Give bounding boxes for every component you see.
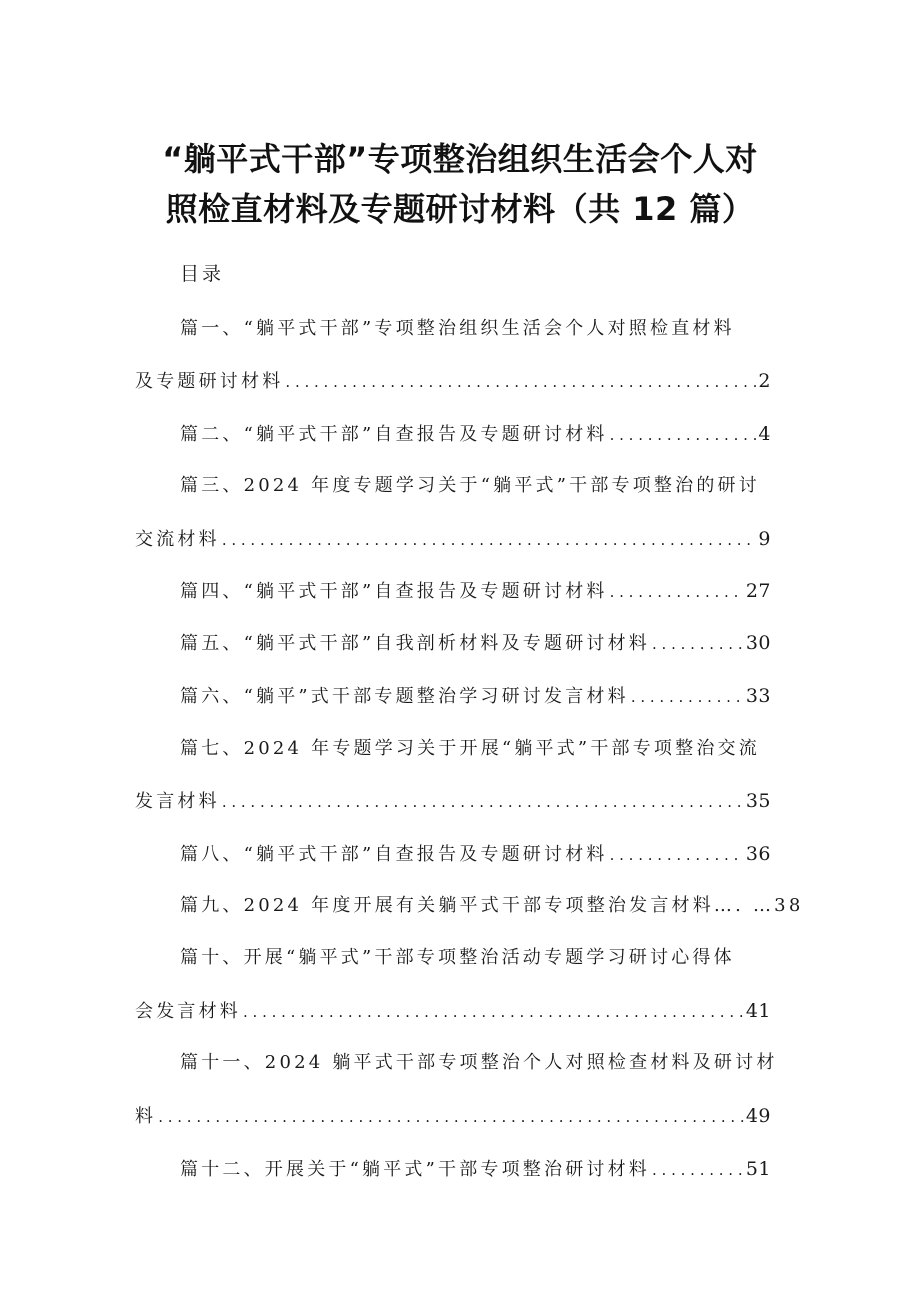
toc-entry-8[interactable]: 篇八、“躺平式干部”自查报告及专题研讨材料 . . . 36 bbox=[180, 842, 771, 867]
page-number: 41 bbox=[745, 1000, 771, 1022]
toc-entry-10-line-2[interactable]: 会发言材料 . . . 41 bbox=[135, 999, 771, 1024]
leader-dots bbox=[243, 1000, 744, 1024]
toc-heading: 目录 bbox=[180, 263, 225, 285]
page-number: 35 bbox=[745, 790, 771, 812]
toc-entry-4[interactable]: 篇四、“躺平式干部”自查报告及专题研讨材料 . . . 27 bbox=[180, 579, 771, 604]
leader-dots bbox=[610, 423, 757, 447]
toc-entry-11-line-2[interactable]: 料 . . . 49 bbox=[135, 1104, 771, 1129]
toc-entry-12[interactable]: 篇十二、开展关于“躺平式”干部专项整治研讨材料 . . . 51 bbox=[180, 1157, 771, 1182]
toc-entry-7-line-2[interactable]: 发言材料 . . . 35 bbox=[135, 789, 771, 814]
toc-entry-6[interactable]: 篇六、“躺平”式干部专题整治学习研讨发言材料 . . . 33 bbox=[180, 684, 771, 709]
leader-dots bbox=[222, 528, 757, 552]
toc-entry-3-line-2[interactable]: 交流材料 . . . 9 bbox=[135, 527, 771, 552]
leader-dots bbox=[222, 790, 744, 814]
toc-entry-9[interactable]: 篇九、2024 年度开展有关躺平式干部专项整治发言材料…. …38 bbox=[180, 895, 804, 916]
title-line-2: 照检直材料及专题研讨材料（共 12 篇） bbox=[165, 190, 755, 228]
toc-entry-11-line-1[interactable]: 篇十一、2024 躺平式干部专项整治个人对照检查材料及研讨材 bbox=[180, 1052, 778, 1073]
toc-entry-5[interactable]: 篇五、“躺平式干部”自我剖析材料及专题研讨材料 . . . 30 bbox=[180, 631, 771, 656]
title-line-1: “躺平式干部”专项整治组织生活会个人对 bbox=[162, 140, 758, 178]
page-number: 30 bbox=[745, 632, 771, 654]
leader-dots bbox=[652, 632, 744, 656]
page-number: 2 bbox=[758, 370, 771, 392]
leader-dots bbox=[610, 580, 744, 604]
page-number: 9 bbox=[758, 528, 771, 550]
toc-entry-10-line-1[interactable]: 篇十、开展“躺平式”干部专项整治活动专题学习研讨心得体 bbox=[180, 947, 735, 968]
toc-entry-7-line-1[interactable]: 篇七、2024 年专题学习关于开展“躺平式”干部专项整治交流 bbox=[180, 738, 760, 759]
leader-dots bbox=[158, 1105, 744, 1129]
document-title bbox=[120, 134, 800, 234]
toc-entry-1-line-1[interactable]: 篇一、“躺平式干部”专项整治组织生活会个人对照检直材料 bbox=[180, 318, 735, 339]
page-number: 49 bbox=[745, 1105, 771, 1127]
leader-dots bbox=[652, 1158, 744, 1182]
toc-entry-3-line-1[interactable]: 篇三、2024 年度专题学习关于“躺平式”干部专项整治的研讨 bbox=[180, 475, 760, 496]
page-number: 36 bbox=[745, 843, 771, 865]
leader-dots bbox=[610, 843, 744, 867]
page-number: 27 bbox=[745, 580, 771, 602]
toc-entry-1-line-2[interactable]: 及专题研讨材料 . . . 2 bbox=[135, 369, 771, 394]
leader-dots bbox=[285, 370, 756, 394]
page-number: 33 bbox=[745, 685, 771, 707]
toc-entry-2[interactable]: 篇二、“躺平式干部”自查报告及专题研讨材料 . . . 4 bbox=[180, 422, 771, 447]
leader-dots bbox=[631, 685, 744, 709]
page-number: 51 bbox=[745, 1158, 771, 1180]
page-number: 4 bbox=[758, 423, 771, 445]
